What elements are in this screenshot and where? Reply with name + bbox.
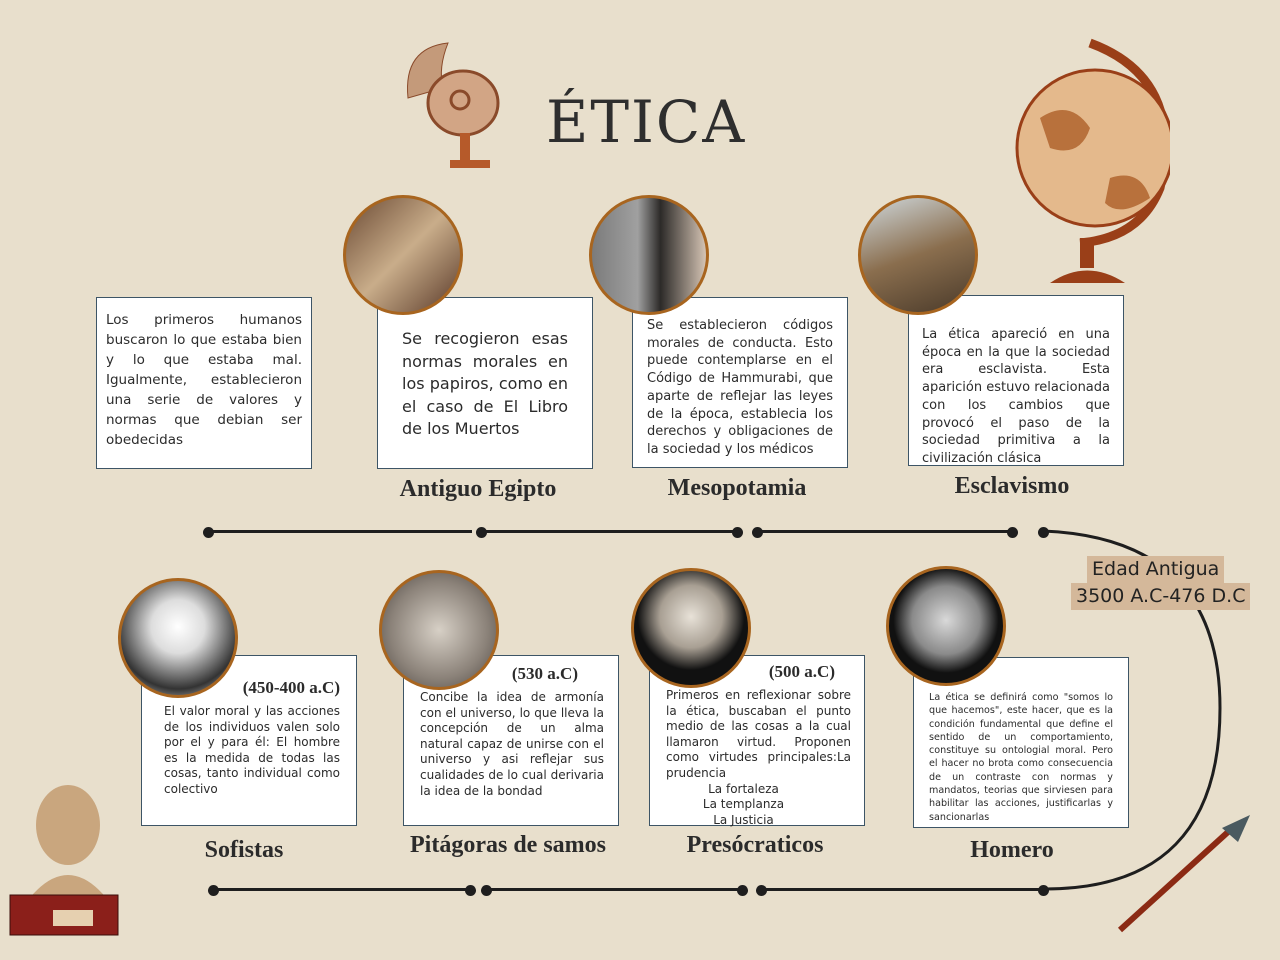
card-esclavismo bbox=[908, 295, 1124, 466]
timeline-dot bbox=[1007, 527, 1018, 538]
timeline-dot bbox=[203, 527, 214, 538]
label-presocraticos: Presócraticos bbox=[686, 832, 824, 858]
hammurabi-code-image bbox=[589, 195, 709, 315]
timeline-top bbox=[208, 530, 472, 533]
papyrus-image bbox=[343, 195, 463, 315]
slavery-image bbox=[858, 195, 978, 315]
card-text: Los primeros humanos buscaron lo que estaba bien y lo que estaba mal. Igualmente, establecieron una serie de valores y normas que debian ser obedecidas bbox=[106, 312, 302, 448]
card-text: Se establecieron códigos morales de conducta. Esto puede contemplarse en el Código de Hammurabi, que aparte de reflejar las leyes de la época, establecia los derechos y obligaciones de la sociedad y los médicos bbox=[647, 318, 833, 457]
card-antiguo-egipto bbox=[377, 297, 593, 469]
timeline-dot bbox=[752, 527, 763, 538]
timeline-dot bbox=[1038, 885, 1049, 896]
card-text: La ética apareció en una época en la que la sociedad era esclavista. Esta aparición estuvo relacionada con los cambios que provocó el paso de la sociedad primitiva a la civilización clásica bbox=[922, 327, 1110, 466]
timeline-dot bbox=[756, 885, 767, 896]
label-esclavismo: Esclavismo bbox=[954, 473, 1070, 499]
card-text: El valor moral y las acciones de los individuos valen solo por el y para él: El hombre es la medida de todas las cosas, tanto individual como colectivo bbox=[164, 704, 340, 796]
homero-image bbox=[886, 566, 1006, 686]
bust-statue-icon bbox=[8, 770, 123, 940]
pitagoras-image bbox=[379, 570, 499, 690]
timeline-dot bbox=[208, 885, 219, 896]
timeline-top bbox=[481, 530, 737, 533]
year: (530 a.C) bbox=[511, 664, 578, 683]
timeline-dot bbox=[732, 527, 743, 538]
helmet-icon bbox=[398, 38, 508, 178]
label-antiguo-egipto: Antiguo Egipto bbox=[399, 476, 557, 502]
timeline-dot bbox=[481, 885, 492, 896]
presocraticos-image bbox=[631, 568, 751, 688]
timeline-dot bbox=[737, 885, 748, 896]
card-text: Se recogieron esas normas morales en los papiros, como en el caso de El Libro de los Muertos bbox=[402, 329, 568, 438]
card-text: Concibe la idea de armonía con el universo, lo que lleva la concepción de un alma natural capaz de unirse con el universo y asi reflejar sus cualidades de lo cual derivaria la idea de la bondad bbox=[420, 690, 604, 798]
timeline-dot bbox=[465, 885, 476, 896]
virtue: La fortaleza bbox=[708, 781, 779, 796]
timeline-bottom bbox=[486, 888, 742, 891]
label-sofistas: Sofistas bbox=[204, 837, 284, 863]
virtue: La Justicia bbox=[713, 812, 774, 827]
label-homero: Homero bbox=[970, 837, 1054, 863]
label-pitagoras: Pitágoras de samos bbox=[410, 832, 606, 858]
timeline-dot bbox=[476, 527, 487, 538]
timeline-bottom bbox=[761, 888, 1043, 891]
timeline-bottom bbox=[213, 888, 470, 891]
period-range: 3500 A.C-476 D.C bbox=[1071, 583, 1250, 610]
timeline-top bbox=[757, 530, 1012, 533]
label-mesopotamia: Mesopotamia bbox=[667, 475, 807, 501]
year: (450-400 a.C) bbox=[242, 678, 340, 697]
card-mesopotamia bbox=[632, 297, 848, 468]
virtue: La templanza bbox=[702, 797, 785, 812]
card-prehistory bbox=[96, 297, 312, 469]
card-text: Primeros en reflexionar sobre la ética, buscaban el punto medio de las cosas a la cual llamaron virtud. Proponen como virtudes principales:La prudencia bbox=[666, 688, 851, 780]
page-title: ÉTICA bbox=[546, 88, 747, 156]
year: (500 a.C) bbox=[768, 662, 835, 681]
sofistas-image bbox=[118, 578, 238, 698]
card-text: La ética se definirá como "somos lo que hacemos", este hacer, que es la condición fundamental que define el sentido de un comportamiento, constituye su ontologial moral. Pero el hacer no brota como consecuencia de un contraste con normas y mandatos, teorias que sirviesen para habilitar las acciones, justificarlas y sancionarlas bbox=[929, 692, 1113, 823]
period-name: Edad Antigua bbox=[1087, 556, 1224, 583]
globe-icon bbox=[1010, 38, 1170, 288]
